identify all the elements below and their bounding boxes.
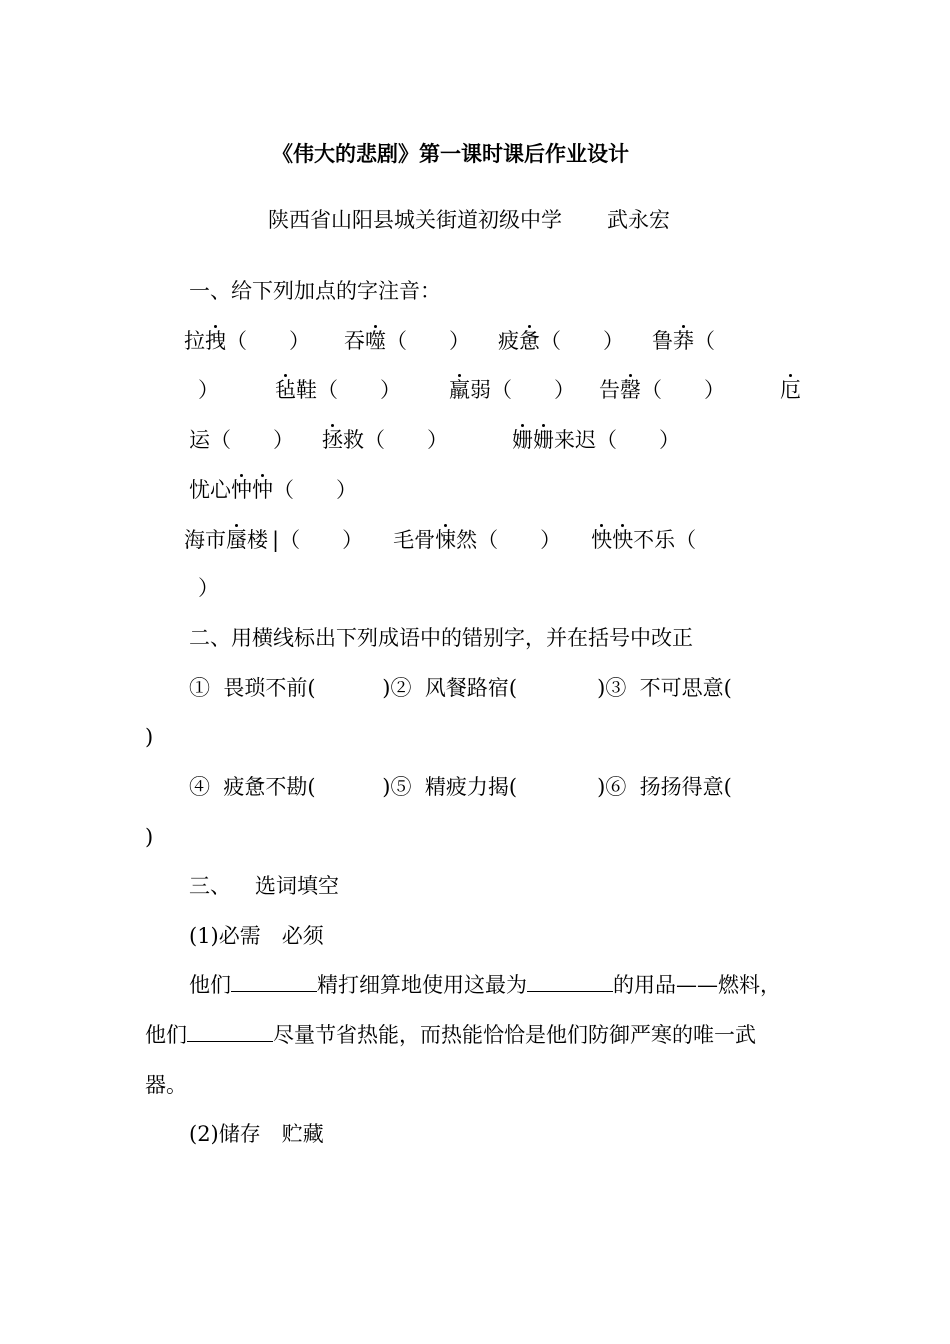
author-line (268, 210, 670, 231)
dotted-char: 莽 (673, 329, 694, 353)
question-2-label: (2)储存 贮藏 (189, 1122, 324, 1146)
section-1-row-3: 运（ ） 拯救（ ） 姗姗来迟（ ） (189, 428, 680, 452)
section-2-row-1: ① 畏琐不前( )② 风餐路宿( )③ 不可思意( (189, 676, 732, 700)
dotted-char: 噬 (365, 329, 386, 353)
author-name: 武永宏 (607, 208, 670, 232)
dotted-char: 厄 (780, 378, 801, 402)
fill-blank[interactable] (231, 991, 317, 992)
fill-blank[interactable] (187, 1041, 273, 1042)
dotted-char: 忡 (231, 478, 252, 502)
section-2-row-1-close: ) (145, 725, 154, 749)
section-1-row-5: 海市蜃楼 |（ ） 毛骨悚然（ ） 怏怏不乐（ (184, 528, 697, 552)
dotted-char: 惫 (519, 329, 540, 353)
dotted-char: 蜃 (226, 528, 247, 552)
dotted-char: 姗 (533, 428, 554, 452)
section-2-row-2: ④ 疲惫不勘( )⑤ 精疲力揭( )⑥ 扬扬得意( (189, 775, 732, 799)
section-1-row-4: 忧心忡忡（ ） (189, 478, 357, 502)
section-3-heading: 三、 选词填空 (189, 874, 339, 898)
author-school: 陕西省山阳县城关街道初级中学 (268, 208, 562, 232)
dotted-char: 拽 (205, 329, 226, 353)
dotted-char: 忡 (252, 478, 273, 502)
question-1-line-1: 他们 精打细算地使用这最为 的用品——燃料， (189, 973, 781, 997)
fill-blank[interactable] (527, 991, 613, 992)
document-title: 《伟大的悲剧》第一课时课后作业设计 (272, 141, 629, 166)
section-1-row-2: ） 毡鞋（ ） 羸弱（ ） 告罄（ ） (198, 378, 725, 402)
dotted-char: 悚 (435, 528, 457, 552)
dotted-char: 怏 (612, 528, 634, 552)
dotted-char: 怏 (591, 528, 613, 552)
dotted-char: 毡 (275, 378, 296, 402)
question-1-line-2: 他们 尽量节省热能，而热能恰恰是他们防御严寒的唯一武 (145, 1023, 756, 1047)
dotted-char: 羸 (449, 378, 470, 402)
section-1-row-2-tail (780, 380, 801, 401)
section-2-row-2-close: ) (145, 825, 154, 849)
dotted-char: 罄 (620, 378, 641, 402)
dotted-char: 拯 (322, 428, 343, 452)
section-2-heading: 二、用横线标出下列成语中的错别字，并在括号中改正 (189, 626, 693, 650)
section-1-row-6: ） (198, 576, 219, 600)
question-1-line-3: 器。 (145, 1073, 187, 1097)
dotted-char: 姗 (512, 428, 533, 452)
section-1-heading: 一、给下列加点的字注音： (189, 279, 441, 303)
question-1-label: (1)必需 必须 (189, 924, 324, 948)
section-1-row-1: 拉拽（ ） 吞噬（ ） 疲惫（ ） 鲁莽（ (184, 329, 715, 353)
